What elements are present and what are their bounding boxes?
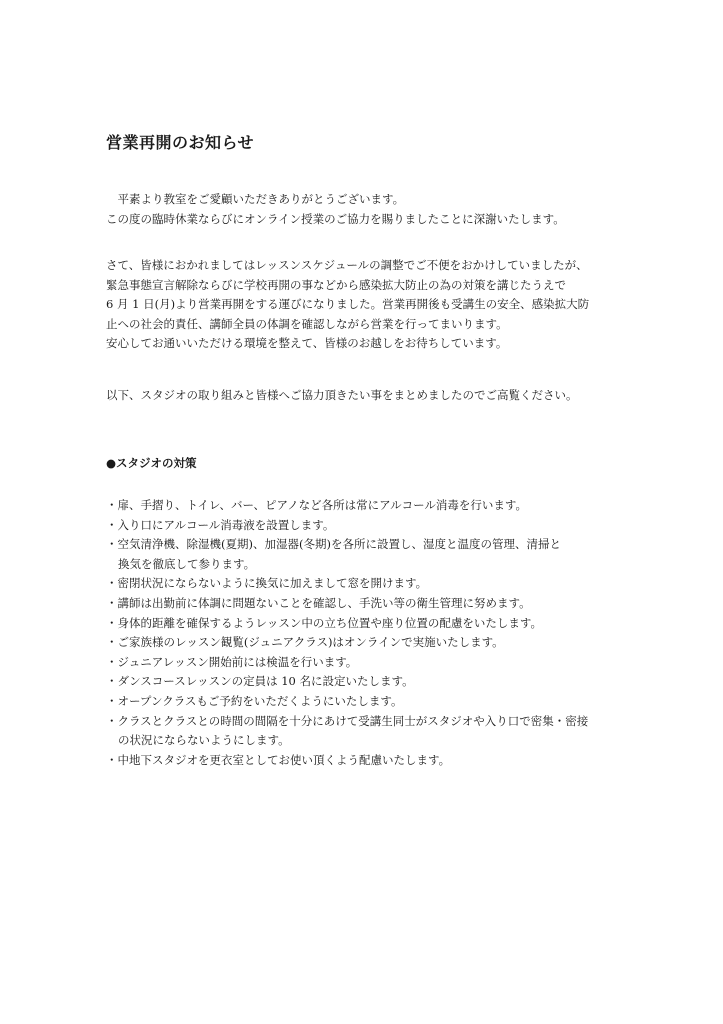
section-heading: ●スタジオの対策 [106,456,197,470]
measure-item-continuation: の状況にならないようにします。 [118,733,290,748]
paragraph-line: 平素より教室をご愛顧いただきありがとうございます。 [106,192,405,206]
measure-item-text: ・密閉状況にならないように換気に加えまして窓を開けます。 [106,576,428,591]
measure-item [106,653,588,673]
paragraph-line: 止への社会的責任、講師全員の体調を確認しながら営業を行ってまいります。 [106,316,508,331]
measure-item-continuation: 換気を徹底して参ります。 [118,556,256,571]
greeting-paragraph [106,190,565,229]
measure-item-text: ・身体的距離を確保するようレッスン中の立ち位置や座り位置の配慮をいたします。 [106,615,542,630]
measure-item-text: ・オープンクラスもご予約をいただくようにいたします。 [106,693,403,708]
measure-item [106,516,588,536]
paragraph-line: 以下、スタジオの取り組みと皆様へご協力頂きたい事をまとめましたのでご高覧ください。 [106,388,578,402]
paragraph-line: 緊急事態宣言解除ならびに学校再開の事などから感染拡大防止の為の対策を講じたうえで [106,277,566,292]
measure-item [106,594,588,614]
measure-item-text: ・ダンスコースレッスンの定員は 10 名に設定いたします。 [106,674,414,689]
measure-item [106,692,588,712]
measure-item-text: ・クラスとクラスとの時間の間隔を十分にあけて受講生同士がスタジオや入り口で密集・密接 [106,713,589,728]
measure-item-text: ・ジュニアレッスン開始前には検温を行います。 [106,654,358,669]
page-title: 営業再開のお知らせ [106,133,255,152]
measures-list [106,496,588,770]
measure-item [106,751,588,771]
intro-paragraph [106,386,578,406]
measure-item [106,712,588,751]
paragraph-line: この度の臨時休業ならびにオンライン授業のご協力を賜りましたことに深謝いたします。 [106,211,565,226]
measure-item-text: ・入り口にアルコール消毒液を設置します。 [106,517,335,532]
measure-item [106,535,588,574]
measure-item-text: ・ご家族様のレッスン観覧(ジュニアクラス)はオンラインで実施いたします。 [106,635,504,650]
measure-item-text: ・中地下スタジオを更衣室としてお使い頂くよう配慮いたします。 [106,752,451,767]
paragraph-line: さて、皆様におかれましてはレッスンスケジュールの調整でご不便をおかけしていましたが、 [106,258,588,272]
measure-item-text: ・扉、手摺り、トイレ、バー、ピアノなど各所は常にアルコール消毒を行います。 [106,498,528,512]
measure-item [106,614,588,634]
measure-item [106,672,588,692]
paragraph-line: 安心してお通いいただける環境を整えて、皆様のお越しをお待ちしています。 [106,336,508,351]
measure-item [106,496,588,516]
paragraph-line: 6 月 1 日(月)より営業再開をする運びになりました。営業再開後も受講生の安全、感染拡大防 [106,297,590,312]
measure-item [106,574,588,594]
measure-item-text: ・講師は出勤前に体調に問題ないことを確認し、手洗い等の衛生管理に努めます。 [106,595,531,610]
announcement-paragraph [106,256,589,354]
measure-item [106,633,588,653]
measure-item-text: ・空気清浄機、除湿機(夏期)、加湿器(冬期)を各所に設置し、湿度と温度の管理、清掃と [106,537,561,552]
